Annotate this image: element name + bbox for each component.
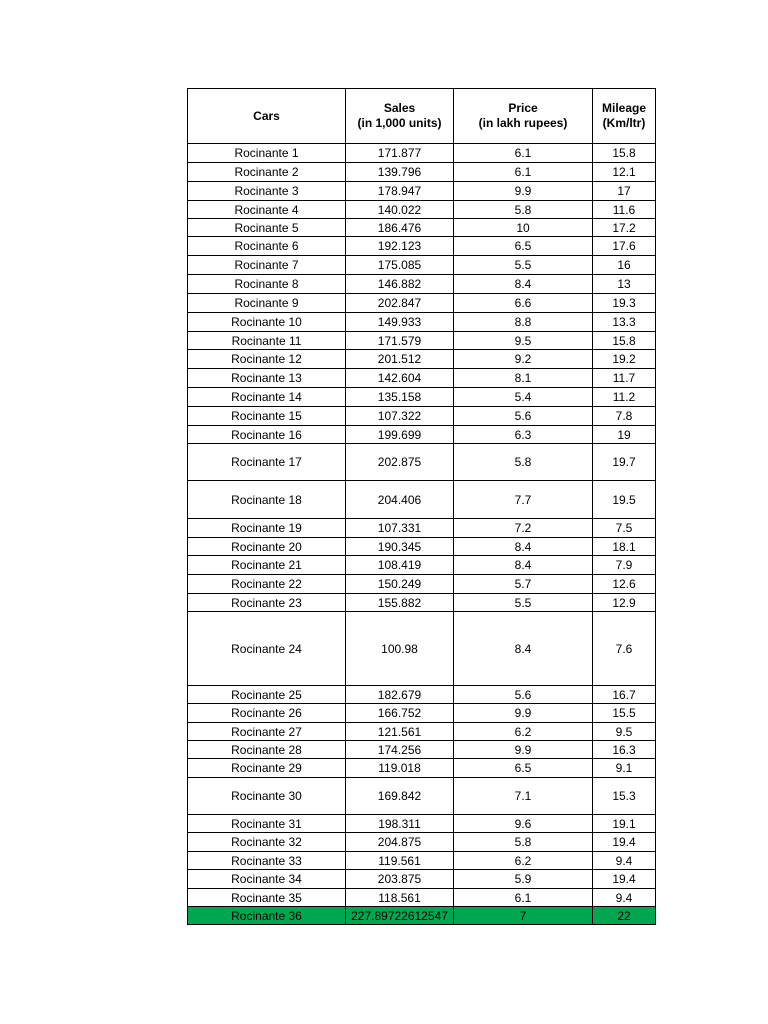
table-row-highlighted: [188, 907, 656, 925]
car-name-cell: Rocinante 21: [188, 556, 346, 575]
price-cell: 8.4: [454, 556, 593, 575]
car-name-cell: Rocinante 22: [188, 575, 346, 594]
sales-cell: 119.561: [346, 852, 454, 870]
sales-cell: 119.018: [346, 759, 454, 778]
price-cell: 5.8: [454, 201, 593, 219]
sales-cell: 118.561: [346, 889, 454, 907]
price-cell: 8.4: [454, 275, 593, 294]
price-cell: 6.5: [454, 237, 593, 256]
mileage-cell: 19: [593, 426, 656, 444]
price-cell: 5.6: [454, 407, 593, 426]
table-row: [188, 889, 656, 907]
sales-cell: 198.311: [346, 815, 454, 833]
table-row: [188, 275, 656, 294]
sales-cell: 174.256: [346, 741, 454, 759]
header-row: [188, 89, 656, 144]
sales-cell: 108.419: [346, 556, 454, 575]
price-cell: 9.9: [454, 704, 593, 723]
car-name-cell: Rocinante 35: [188, 889, 346, 907]
table-row: [188, 704, 656, 723]
mileage-cell: 18.1: [593, 538, 656, 556]
car-name-cell: Rocinante 3: [188, 182, 346, 201]
mileage-cell: 13: [593, 275, 656, 294]
sales-cell: 227.89722612547: [346, 907, 454, 925]
price-cell: 5.6: [454, 686, 593, 704]
car-data-table: [187, 88, 656, 925]
sales-cell: 100.98: [346, 612, 454, 686]
table-row: [188, 163, 656, 182]
car-name-cell: Rocinante 30: [188, 778, 346, 815]
car-name-cell: Rocinante 23: [188, 594, 346, 612]
car-name-cell: Rocinante 4: [188, 201, 346, 219]
price-cell: 5.5: [454, 594, 593, 612]
sales-cell: 202.847: [346, 294, 454, 313]
car-name-cell: Rocinante 18: [188, 481, 346, 519]
table-row: [188, 332, 656, 350]
mileage-cell: 11.7: [593, 369, 656, 388]
mileage-cell: 19.7: [593, 444, 656, 481]
car-name-cell: Rocinante 20: [188, 538, 346, 556]
table-row: [188, 759, 656, 778]
table-row: [188, 852, 656, 870]
sales-cell: 146.882: [346, 275, 454, 294]
mileage-cell: 22: [593, 907, 656, 925]
sales-cell: 199.699: [346, 426, 454, 444]
car-name-cell: Rocinante 7: [188, 256, 346, 275]
price-cell: 9.9: [454, 182, 593, 201]
price-cell: 6.1: [454, 144, 593, 163]
sales-cell: 182.679: [346, 686, 454, 704]
price-cell: 5.8: [454, 444, 593, 481]
table-body: [188, 144, 656, 925]
price-cell: 5.9: [454, 870, 593, 889]
price-cell: 7.2: [454, 519, 593, 538]
table-row: [188, 612, 656, 686]
mileage-cell: 16: [593, 256, 656, 275]
mileage-cell: 19.5: [593, 481, 656, 519]
table-row: [188, 833, 656, 852]
car-name-cell: Rocinante 16: [188, 426, 346, 444]
table-row: [188, 444, 656, 481]
header-cars: Cars: [188, 89, 346, 144]
price-cell: 9.6: [454, 815, 593, 833]
table-row: [188, 219, 656, 237]
table-row: [188, 182, 656, 201]
price-cell: 6.2: [454, 723, 593, 741]
table-row: [188, 556, 656, 575]
table-row: [188, 350, 656, 369]
car-name-cell: Rocinante 25: [188, 686, 346, 704]
mileage-cell: 15.8: [593, 332, 656, 350]
sales-cell: 204.875: [346, 833, 454, 852]
car-name-cell: Rocinante 32: [188, 833, 346, 852]
car-name-cell: Rocinante 29: [188, 759, 346, 778]
mileage-cell: 15.5: [593, 704, 656, 723]
sales-cell: 135.158: [346, 388, 454, 407]
sales-cell: 201.512: [346, 350, 454, 369]
car-name-cell: Rocinante 13: [188, 369, 346, 388]
price-cell: 5.4: [454, 388, 593, 407]
table-row: [188, 388, 656, 407]
table-row: [188, 538, 656, 556]
price-cell: 9.2: [454, 350, 593, 369]
mileage-cell: 19.3: [593, 294, 656, 313]
mileage-cell: 15.3: [593, 778, 656, 815]
table-row: [188, 575, 656, 594]
table-row: [188, 201, 656, 219]
car-name-cell: Rocinante 15: [188, 407, 346, 426]
car-name-cell: Rocinante 10: [188, 313, 346, 332]
mileage-cell: 9.4: [593, 889, 656, 907]
mileage-cell: 7.6: [593, 612, 656, 686]
price-cell: 5.7: [454, 575, 593, 594]
mileage-cell: 17.6: [593, 237, 656, 256]
car-name-cell: Rocinante 5: [188, 219, 346, 237]
price-cell: 6.2: [454, 852, 593, 870]
mileage-cell: 7.5: [593, 519, 656, 538]
table-row: [188, 741, 656, 759]
header-mileage: Mileage (Km/ltr): [593, 89, 656, 144]
car-name-cell: Rocinante 36: [188, 907, 346, 925]
car-name-cell: Rocinante 11: [188, 332, 346, 350]
sales-cell: 178.947: [346, 182, 454, 201]
table-row: [188, 369, 656, 388]
table-row: [188, 778, 656, 815]
sales-cell: 107.322: [346, 407, 454, 426]
table-row: [188, 237, 656, 256]
price-cell: 6.3: [454, 426, 593, 444]
sales-cell: 175.085: [346, 256, 454, 275]
mileage-cell: 11.2: [593, 388, 656, 407]
price-cell: 7: [454, 907, 593, 925]
car-name-cell: Rocinante 9: [188, 294, 346, 313]
mileage-cell: 19.4: [593, 833, 656, 852]
sales-cell: 142.604: [346, 369, 454, 388]
table-row: [188, 815, 656, 833]
price-cell: 10: [454, 219, 593, 237]
car-name-cell: Rocinante 34: [188, 870, 346, 889]
table-row: [188, 481, 656, 519]
mileage-cell: 15.8: [593, 144, 656, 163]
mileage-cell: 19.4: [593, 870, 656, 889]
sales-cell: 171.579: [346, 332, 454, 350]
table-row: [188, 519, 656, 538]
mileage-cell: 12.9: [593, 594, 656, 612]
sales-cell: 140.022: [346, 201, 454, 219]
mileage-cell: 12.1: [593, 163, 656, 182]
sales-cell: 139.796: [346, 163, 454, 182]
table-row: [188, 294, 656, 313]
header-price: Price (in lakh rupees): [454, 89, 593, 144]
price-cell: 6.1: [454, 889, 593, 907]
table-row: [188, 256, 656, 275]
sales-cell: 192.123: [346, 237, 454, 256]
price-cell: 8.4: [454, 612, 593, 686]
sales-cell: 155.882: [346, 594, 454, 612]
mileage-cell: 12.6: [593, 575, 656, 594]
mileage-cell: 19.2: [593, 350, 656, 369]
sales-cell: 171.877: [346, 144, 454, 163]
price-cell: 6.1: [454, 163, 593, 182]
table-row: [188, 144, 656, 163]
car-name-cell: Rocinante 24: [188, 612, 346, 686]
car-name-cell: Rocinante 31: [188, 815, 346, 833]
price-cell: 6.5: [454, 759, 593, 778]
mileage-cell: 19.1: [593, 815, 656, 833]
table-row: [188, 426, 656, 444]
mileage-cell: 9.4: [593, 852, 656, 870]
sales-cell: 202.875: [346, 444, 454, 481]
price-cell: 6.6: [454, 294, 593, 313]
car-name-cell: Rocinante 33: [188, 852, 346, 870]
car-name-cell: Rocinante 26: [188, 704, 346, 723]
sales-cell: 121.561: [346, 723, 454, 741]
table-row: [188, 407, 656, 426]
table-row: [188, 313, 656, 332]
price-cell: 5.8: [454, 833, 593, 852]
mileage-cell: 9.1: [593, 759, 656, 778]
mileage-cell: 17.2: [593, 219, 656, 237]
price-cell: 9.9: [454, 741, 593, 759]
price-cell: 8.4: [454, 538, 593, 556]
table-row: [188, 723, 656, 741]
price-cell: 5.5: [454, 256, 593, 275]
table-row: [188, 686, 656, 704]
sales-cell: 150.249: [346, 575, 454, 594]
sales-cell: 149.933: [346, 313, 454, 332]
car-name-cell: Rocinante 1: [188, 144, 346, 163]
header-sales: Sales (in 1,000 units): [346, 89, 454, 144]
mileage-cell: 16.7: [593, 686, 656, 704]
price-cell: 8.1: [454, 369, 593, 388]
mileage-cell: 16.3: [593, 741, 656, 759]
sales-cell: 204.406: [346, 481, 454, 519]
car-name-cell: Rocinante 12: [188, 350, 346, 369]
sales-cell: 166.752: [346, 704, 454, 723]
car-name-cell: Rocinante 28: [188, 741, 346, 759]
table-row: [188, 594, 656, 612]
car-name-cell: Rocinante 6: [188, 237, 346, 256]
sales-cell: 107.331: [346, 519, 454, 538]
price-cell: 7.1: [454, 778, 593, 815]
price-cell: 8.8: [454, 313, 593, 332]
sales-cell: 169.842: [346, 778, 454, 815]
car-name-cell: Rocinante 19: [188, 519, 346, 538]
car-name-cell: Rocinante 27: [188, 723, 346, 741]
mileage-cell: 7.8: [593, 407, 656, 426]
mileage-cell: 11.6: [593, 201, 656, 219]
sales-cell: 186.476: [346, 219, 454, 237]
price-cell: 9.5: [454, 332, 593, 350]
mileage-cell: 17: [593, 182, 656, 201]
price-cell: 7.7: [454, 481, 593, 519]
mileage-cell: 7.9: [593, 556, 656, 575]
sales-cell: 203.875: [346, 870, 454, 889]
mileage-cell: 9.5: [593, 723, 656, 741]
sales-cell: 190.345: [346, 538, 454, 556]
car-name-cell: Rocinante 17: [188, 444, 346, 481]
car-name-cell: Rocinante 14: [188, 388, 346, 407]
car-name-cell: Rocinante 2: [188, 163, 346, 182]
car-name-cell: Rocinante 8: [188, 275, 346, 294]
table-row: [188, 870, 656, 889]
mileage-cell: 13.3: [593, 313, 656, 332]
